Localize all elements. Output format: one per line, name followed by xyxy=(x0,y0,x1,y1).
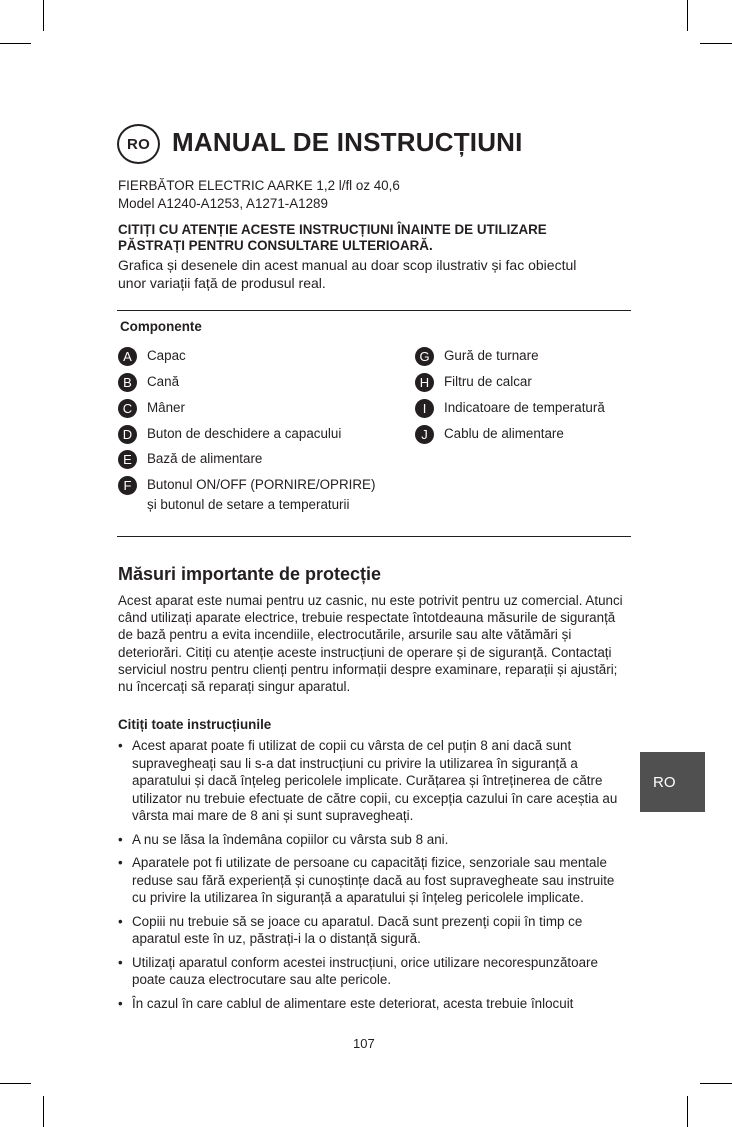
letter-badge-icon: B xyxy=(118,373,137,392)
page-number: 107 xyxy=(353,1036,375,1051)
component-label: Indicatoare de temperatură xyxy=(444,400,605,415)
component-item-g xyxy=(415,343,539,369)
crop-mark-top-left-horizontal xyxy=(0,43,31,44)
bullet-item: • Utilizați aparatul conform acestei instrucțiuni, orice utilizare necorespunzătoare poate cauza electrocutare sau alte pericole. xyxy=(116,954,631,989)
crop-mark-top-left-vertical xyxy=(43,0,44,31)
letter-badge-icon: I xyxy=(415,399,434,418)
component-item-i xyxy=(415,395,605,421)
warning-line-1: CITIȚI CU ATENȚIE ACESTE INSTRUCȚIUNI ÎNAINTE DE UTILIZARE xyxy=(118,222,547,237)
disclaimer-text: Grafica și desenele din acest manual au doar scop ilustrativ și fac obiectul unor variații față de produsul real. xyxy=(118,257,577,291)
crop-mark-top-right-horizontal xyxy=(700,43,732,44)
bullet-item: • Copiii nu trebuie să se joace cu aparatul. Dacă sunt prezenți copii în timp ce aparatul este în uz, păstrați-i la o distanță sigură. xyxy=(116,913,631,948)
component-item-a xyxy=(118,343,186,369)
letter-badge-icon: C xyxy=(118,399,137,418)
crop-mark-bottom-left-horizontal xyxy=(0,1083,31,1084)
section-intro: Acest aparat este numai pentru uz casnic, nu este potrivit pentru uz comercial. Atunci când utilizați aparate electrice, trebuie respectate întotdeauna măsurile de siguranță de bază pentru a evita incendiile, electrocutările, arsurile sau alte vătămări și deteriorări. Citiți cu atenție aceste instrucțiuni de operare și de siguranță. Contactați serviciul nostru pentru clienți pentru informații despre examinare, reparații și ajustări; nu încercați să reparați singur aparatul. xyxy=(118,593,623,695)
bullet-item: • Acest aparat poate fi utilizat de copii cu vârsta de cel puțin 8 ani dacă sunt supravegheați sau li s-a dat instrucțiuni cu privire la utilizarea în siguranță a aparatului și dacă înțeleg pericolele implicate. Curățarea și întreținerea de către utilizator nu trebuie efectuate de către copii, cu excepția cazului în care aceștia au vârsta mai mare de 8 ani și sunt supravegheați. xyxy=(116,737,631,825)
component-item-c xyxy=(118,395,185,421)
component-label: Gură de turnare xyxy=(444,348,539,363)
component-label: Mâner xyxy=(147,400,185,415)
product-name: FIERBĂTOR ELECTRIC AARKE 1,2 l/fl oz 40,6 xyxy=(118,178,400,193)
page-title: MANUAL DE INSTRUCȚIUNI xyxy=(172,127,523,157)
crop-mark-top-right-vertical xyxy=(687,0,688,31)
component-item-b xyxy=(118,369,179,395)
bullet-item: • A nu se lăsa la îndemâna copiilor cu vârsta sub 8 ani. xyxy=(116,831,631,849)
component-label: Filtru de calcar xyxy=(444,374,532,389)
component-item-e xyxy=(118,446,262,472)
side-tab-label: RO xyxy=(653,773,676,791)
component-label: Buton de deschidere a capacului xyxy=(147,426,342,441)
letter-badge-icon: F xyxy=(118,476,137,495)
component-label: Bază de alimentare xyxy=(147,451,263,466)
bullet-item: • Aparatele pot fi utilizate de persoane cu capacități fizice, senzoriale sau mentale reduse sau fără experiență și cunoștințe dacă au fost supravegheate sau instruite cu privire la utilizarea în siguranță a aparatului și înțeleg pericolele implicate. xyxy=(116,854,631,907)
language-badge xyxy=(117,124,160,164)
component-label: Cană xyxy=(147,374,180,389)
subsection-title: Citiți toate instrucțiunile xyxy=(118,717,272,732)
component-label: Cablu de alimentare xyxy=(444,426,564,441)
component-label xyxy=(147,472,375,514)
components-title: Componente xyxy=(120,319,202,334)
warning-block xyxy=(118,222,547,254)
section-title: Măsuri importante de protecție xyxy=(118,564,382,584)
letter-badge-icon: H xyxy=(415,373,434,392)
letter-badge-icon: D xyxy=(118,425,137,444)
component-item-f xyxy=(118,472,375,514)
language-side-tab xyxy=(640,752,705,812)
warning-line-2: PĂSTRAȚI PENTRU CONSULTARE ULTERIOARĂ. xyxy=(118,238,433,253)
component-label-main: Butonul ON/OFF (PORNIRE/OPRIRE) xyxy=(147,477,376,492)
crop-mark-bottom-right-horizontal xyxy=(700,1083,732,1084)
letter-badge-icon: E xyxy=(118,450,137,469)
letter-badge-icon: J xyxy=(415,425,434,444)
letter-badge-icon: G xyxy=(415,347,434,366)
safety-bullet-list xyxy=(116,737,631,1018)
component-item-h xyxy=(415,369,532,395)
component-item-d xyxy=(118,421,341,447)
bullet-item: • În cazul în care cablul de alimentare este deteriorat, acesta trebuie înlocuit xyxy=(116,995,631,1013)
letter-badge-icon: A xyxy=(118,347,137,366)
product-model: Model A1240-A1253, A1271-A1289 xyxy=(118,196,328,211)
crop-mark-bottom-right-vertical xyxy=(687,1096,688,1127)
crop-mark-bottom-left-vertical xyxy=(43,1096,44,1127)
component-item-j xyxy=(415,421,564,447)
divider-bottom xyxy=(117,536,631,537)
component-label: Capac xyxy=(147,348,186,363)
language-code: RO xyxy=(126,135,151,153)
divider-top xyxy=(117,310,631,311)
component-label-sub: și butonul de setare a temperaturii xyxy=(147,497,350,512)
